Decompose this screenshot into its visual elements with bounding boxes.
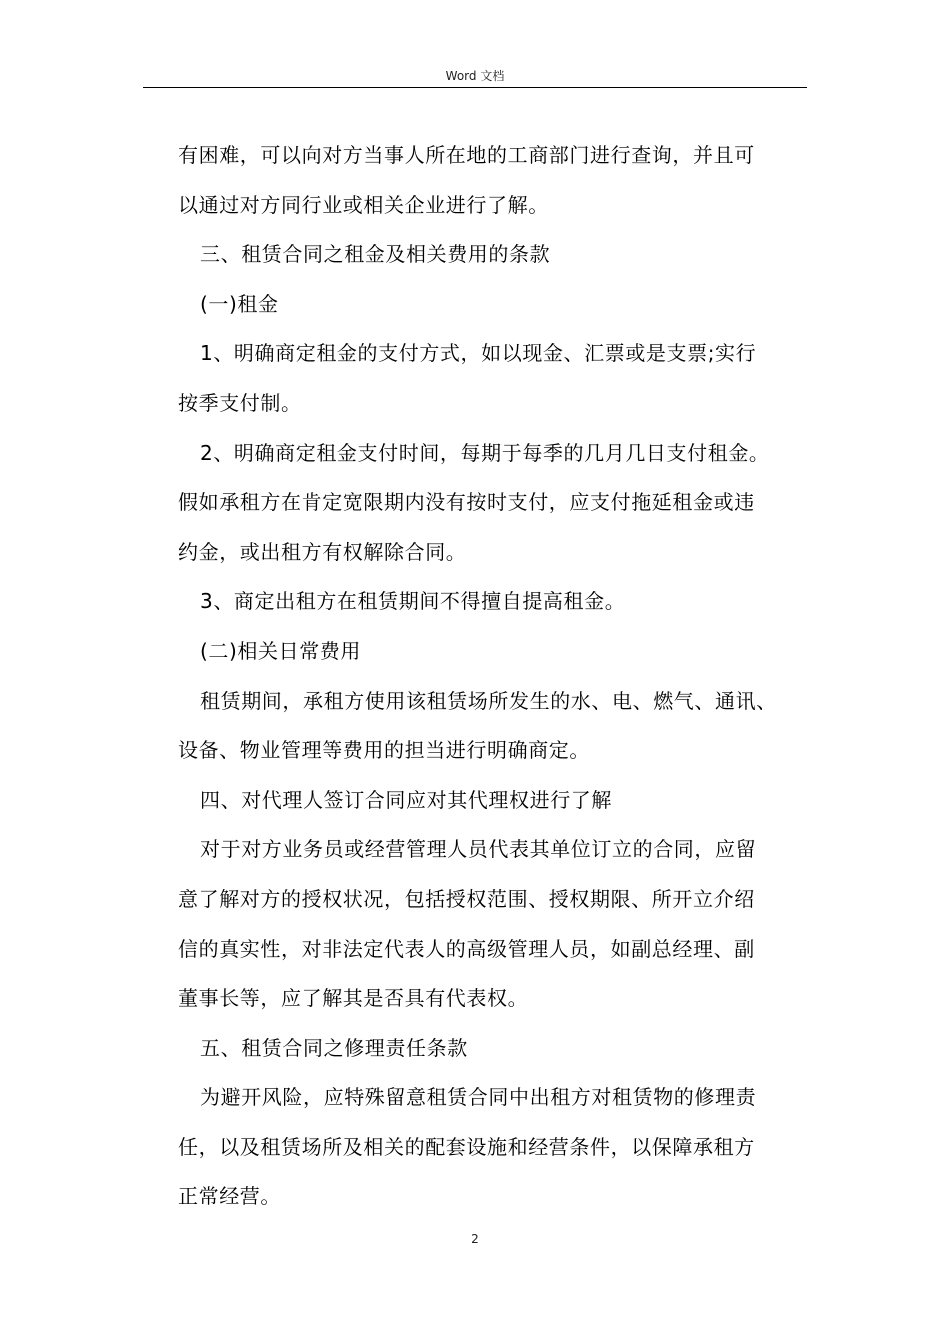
text-line: 有困难，可以向对方当事人所在地的工商部门进行查询，并且可 — [178, 143, 755, 167]
text-line: 任，以及租赁场所及相关的配套设施和经营条件，以保障承租方 — [178, 1134, 755, 1159]
text-line: 1、明确商定租金的支付方式，如以现金、汇票或是支票;实行 — [200, 341, 757, 366]
text-line: 五、租赁合同之修理责任条款 — [200, 1035, 468, 1060]
text-line: 对于对方业务员或经营管理人员代表其单位订立的合同，应留 — [200, 837, 757, 862]
text-line: (一)租金 — [200, 291, 279, 316]
text-line: 3、商定出租方在租赁期间不得擅自提高租金。 — [200, 589, 626, 614]
text-line: 2、明确商定租金支付时间，每期于每季的几月几日支付租金。 — [200, 440, 770, 465]
page-number: 2 — [471, 1232, 479, 1246]
text-line: 董事长等，应了解其是否具有代表权。 — [178, 986, 529, 1011]
text-line: 以通过对方同行业或相关企业进行了解。 — [178, 192, 549, 217]
text-line: 约金，或出租方有权解除合同。 — [178, 539, 467, 564]
text-line: 设备、物业管理等费用的担当进行明确商定。 — [178, 738, 590, 763]
text-line: 四、对代理人签订合同应对其代理权进行了解 — [200, 787, 612, 812]
text-line: 三、租赁合同之租金及相关费用的条款 — [200, 242, 551, 267]
text-line: 按季支付制。 — [178, 390, 302, 415]
text-line: 租赁期间，承租方使用该租赁场所发生的水、电、燃气、通讯、 — [200, 688, 777, 713]
document-body — [178, 131, 818, 1222]
text-line: 信的真实性，对非法定代表人的高级管理人员，如副总经理、副 — [178, 936, 755, 961]
page-header-title: Word 文档 — [445, 69, 505, 83]
text-line: (二)相关日常费用 — [200, 638, 362, 663]
text-line: 意了解对方的授权状况，包括授权范围、授权期限、所开立介绍 — [178, 886, 755, 911]
header-divider — [143, 87, 807, 88]
text-line: 为避开风险，应特殊留意租赁合同中出租方对租赁物的修理责 — [200, 1085, 757, 1110]
text-line: 正常经营。 — [178, 1184, 281, 1209]
text-line: 假如承租方在肯定宽限期内没有按时支付，应支付拖延租金或违 — [178, 490, 755, 515]
